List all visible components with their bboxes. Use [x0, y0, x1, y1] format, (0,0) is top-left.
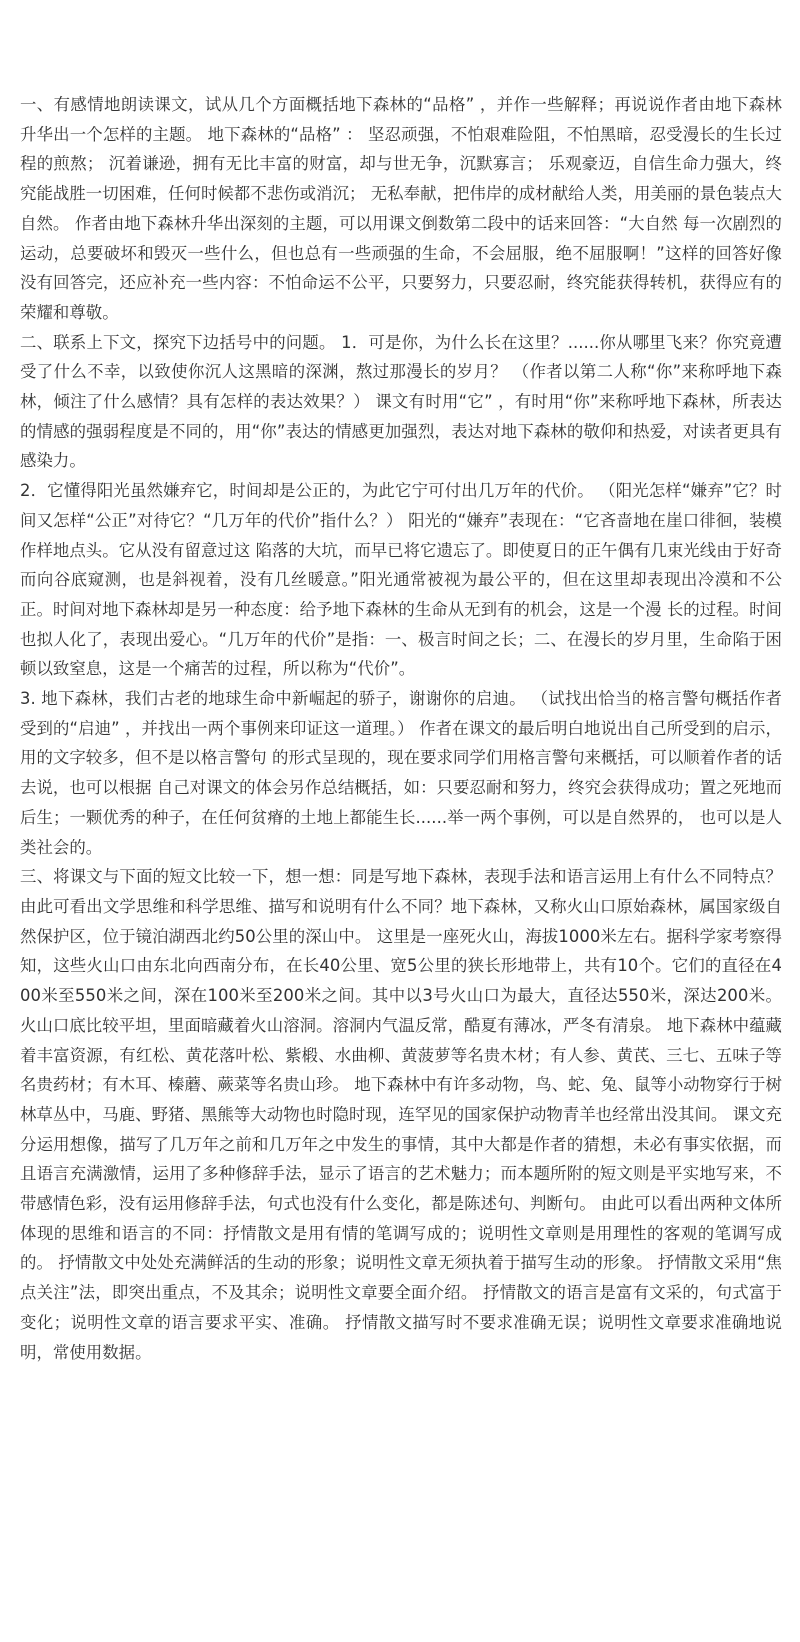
document-body [20, 90, 782, 1367]
paragraph-question-2: 2．它懂得阳光虽然嫌弃它，时间却是公正的，为此它宁可付出几万年的代价。 （阳光怎样“嫌弃”它？时间又怎样“公正”对待它？“几万年的代价”指什么？） 阳光的“嫌弃”表现在：“它吝啬地在崖口徘徊，装模作样地点头。它从没有留意过这 陷落的大坑，而早已将它遗忘了。即使夏日的正午偶有几束光线由于好奇而向谷底窥测，也是斜视着，没有几丝暖意。”阳光通常被视为最公平的，但在这里却表现出冷漠和不公正。时间对地下森林却是另一种态度：给予地下森林的生命从无到有的机会，这是一个漫 长的过程。时间也拟人化了，表现出爱心。“几万年的代价”是指：一、极言时间之长；二、在漫长的岁月里，生命陷于困顿以致窒息，这是一个痛苦的过程，所以称为“代价”。 [20, 481, 782, 679]
paragraph-section-2: 二、联系上下文，探究下边括号中的问题。 1．可是你，为什么长在这里？......你从哪里飞来？你究竟遭受了什么不幸，以致使你沉人这黑暗的深渊，熬过那漫长的岁月？ （作者以第二人称“你”来称呼地下森林，倾注了什么感情？具有怎样的表达效果？） 课文有时用“它” ，有时用“你”来称呼地下森林，所表达的情感的强弱程度是不同的，用“你”表达的情感更加强烈，表达对地下森林的敬仰和热爱，对读者更具有感染力。 [20, 332, 782, 471]
paragraph-question-3: 3. 地下森林，我们古老的地球生命中新崛起的骄子，谢谢你的启迪。 （试找出恰当的格言警句概括作者受到的“启迪” ，并找出一两个事例来印证这一道理。） 作者在课文的最后明白地说出自己所受到的启示，用的文字较多，但不是以格言警句 的形式呈现的，现在要求同学们用格言警句来概括，可以顺着作者的话去说，也可以根据 自己对课文的体会另作总结概括，如：只要忍耐和努力，终究会获得成功；置之死地而后生；一颗优秀的种子，在任何贫瘠的土地上都能生长......举一两个事例，可以是自然界的， 也可以是人类社会的。 [20, 689, 782, 857]
paragraph-section-3: 三、将课文与下面的短文比较一下，想一想：同是写地下森林，表现手法和语言运用上有什么不同特点？由此可看出文学思维和科学思维、描写和说明有什么不同？地下森林，又称火山口原始森林，属国家级自然保护区，位于镜泊湖西北约50公里的深山中。 这里是一座死火山，海拔1000米左右。据科学家考察得知，这些火山口由东北向西南分布，在长40公里、宽5公里的狭长形地带上，共有10个。它们的直径在400米至550米之间，深在100米至200米之间。其中以3号火山口为最大，直径达550米，深达200米。火山口底比较平坦，里面暗藏着火山溶洞。溶洞内气温反常，酷夏有薄冰，严冬有清泉。 地下森林中蕴藏着丰富资源，有红松、黄花落叶松、紫椴、水曲柳、黄菠萝等名贵木材；有人参、黄芪、三七、五味子等名贵药材；有木耳、榛蘑、蕨菜等名贵山珍。 地下森林中有许多动物，鸟、蛇、兔、鼠等小动物穿行于树林草丛中，马鹿、野猪、黑熊等大动物也时隐时现，连罕见的国家保护动物青羊也经常出没其间。 课文充分运用想像，描写了几万年之前和几万年之中发生的事情，其中大都是作者的猜想，未必有事实依据，而且语言充满激情，运用了多种修辞手法，显示了语言的艺术魅力；而本题所附的短文则是平实地写来，不带感情色彩，没有运用修辞手法，句式也没有什么变化，都是陈述句、判断句。 由此可以看出两种文体所体现的思维和语言的不同：抒情散文是用有情的笔调写成的；说明性文章则是用理性的客观的笔调写成的。 抒情散文中处处充满鲜活的生动的形象；说明性文章无须执着于描写生动的形象。 抒情散文采用“焦点关注”法，即突出重点，不及其余；说明性文章要全面介绍。 抒情散文的语言是富有文采的，句式富于变化；说明性文章的语言要求平实、准确。 抒情散文描写时不要求准确无误；说明性文章要求准确地说明，常使用数据。 [20, 867, 782, 1362]
paragraph-section-1: 一、有感情地朗读课文，试从几个方面概括地下森林的“品格” ，并作一些解释；再说说作者由地下森林升华出一个怎样的主题。 地下森林的“品格” ： 坚忍顽强，不怕艰难险阻，不怕黑暗，忍受漫长的生长过程的煎熬； 沉着谦逊，拥有无比丰富的财富，却与世无争，沉默寡言； 乐观豪迈，自信生命力强大，终究能战胜一切困难，任何时候都不悲伤或消沉； 无私奉献，把伟岸的成材献给人类，用美丽的景色装点大自然。 作者由地下森林升华出深刻的主题，可以用课文倒数第二段中的话来回答：“大自然 每一次剧烈的运动，总要破坏和毁灭一些什么，但也总有一些顽强的生命，不会屈服，绝不屈服啊！”这样的回答好像没有回答完，还应补充一些内容：不怕命运不公平，只要努力，只要忍耐，终究能获得转机，获得应有的荣耀和尊敬。 [20, 95, 782, 322]
